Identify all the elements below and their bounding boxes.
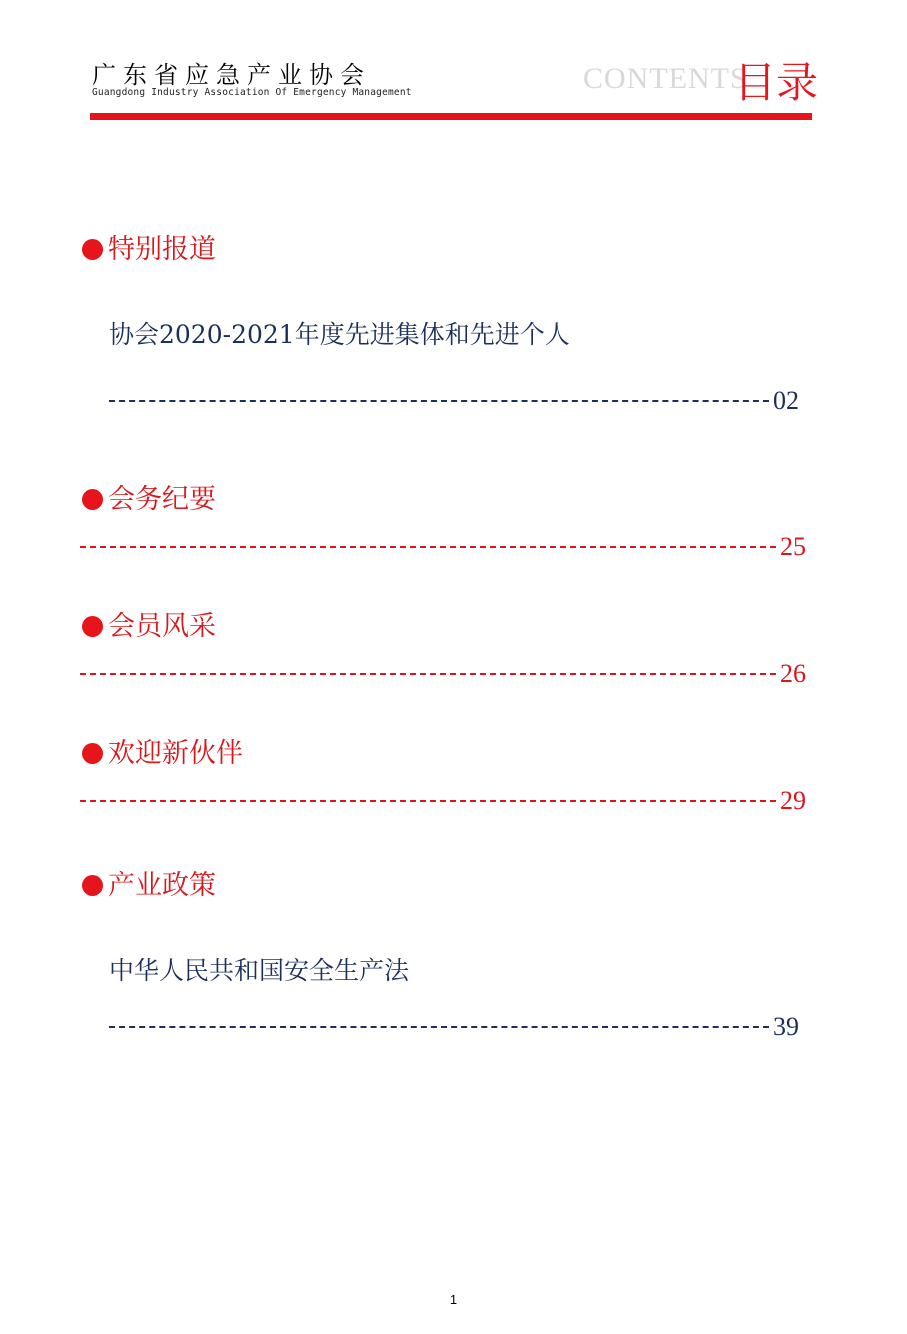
toc-entry-title[interactable]: 协会2020-2021年度先进集体和先进个人 [109, 320, 570, 349]
header-divider [90, 113, 812, 120]
section-heading-label: 特别报道 [108, 234, 216, 265]
toc-section-special-report[interactable] [82, 236, 216, 263]
toc-section-meeting-minutes[interactable] [82, 486, 216, 513]
toc-section-leader[interactable] [80, 534, 806, 560]
toc-section-industry-policy[interactable] [82, 872, 216, 899]
dotted-leader [109, 400, 769, 402]
dotted-leader [80, 800, 776, 802]
bullet-dot-icon [82, 743, 103, 764]
toc-entry-title[interactable]: 中华人民共和国安全生产法 [109, 956, 410, 985]
toc-page-number: 02 [773, 386, 799, 415]
toc-page-number: 39 [773, 1012, 799, 1041]
page-number: 1 [449, 1292, 458, 1307]
section-heading-label: 会务纪要 [108, 484, 216, 515]
toc-section-leader[interactable] [80, 788, 806, 814]
section-heading-label: 产业政策 [108, 870, 216, 901]
bullet-dot-icon [82, 489, 103, 510]
bullet-dot-icon [82, 239, 103, 260]
toc-page-number: 29 [780, 786, 806, 815]
toc-section-leader[interactable] [80, 661, 806, 687]
dotted-leader [80, 673, 776, 675]
section-heading-label: 会员风采 [108, 611, 216, 642]
section-heading-label: 欢迎新伙伴 [108, 738, 243, 769]
dotted-leader [109, 1026, 769, 1028]
toc-section-member-showcase[interactable] [82, 613, 216, 640]
toc-entry-leader[interactable] [109, 1014, 799, 1040]
toc-entry-leader[interactable] [109, 388, 799, 414]
toc-page-number: 26 [780, 659, 806, 688]
page-title: 目录 [734, 58, 819, 107]
bullet-dot-icon [82, 616, 103, 637]
toc-section-new-partners[interactable] [82, 740, 243, 767]
bullet-dot-icon [82, 875, 103, 896]
org-name-english: Guangdong Industry Association Of Emergency Management [92, 87, 412, 98]
toc-page-number: 25 [780, 532, 806, 561]
org-name: 广东省应急产业协会 [92, 61, 371, 89]
contents-label: CONTENTS [583, 62, 748, 95]
dotted-leader [80, 546, 776, 548]
